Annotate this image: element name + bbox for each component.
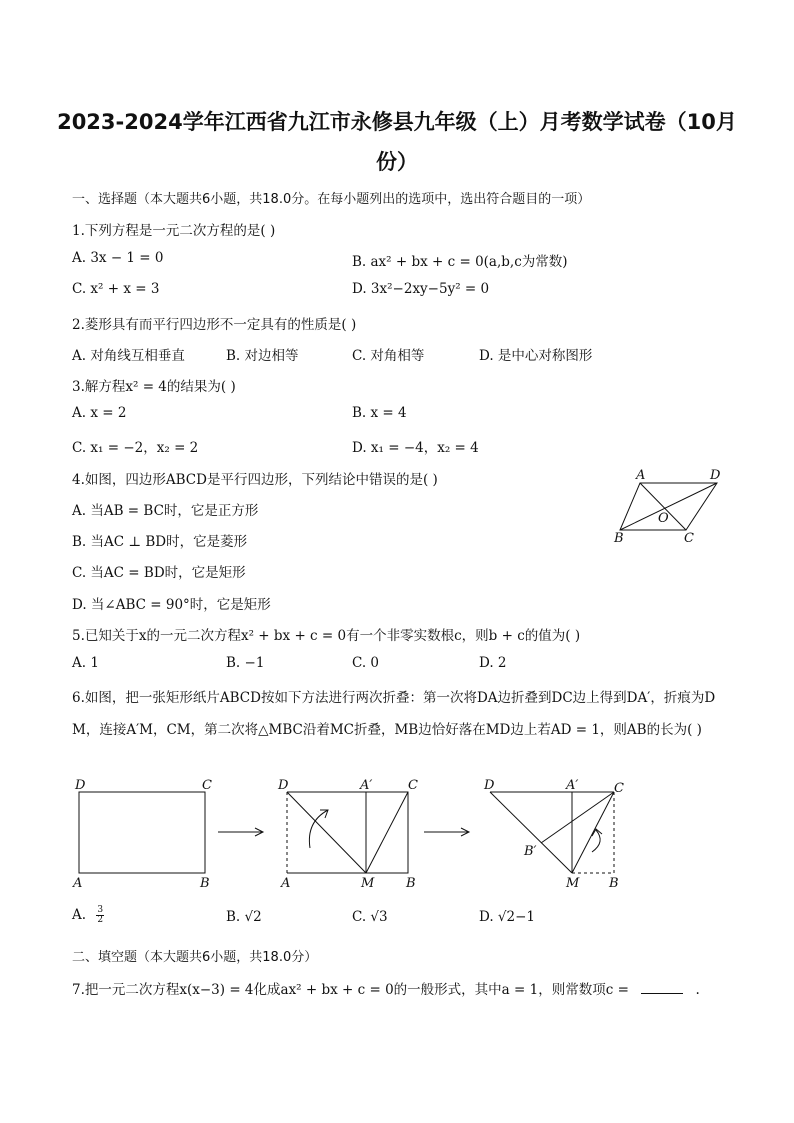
page-title-continued: 份） [376, 150, 418, 174]
q6-option-a-prefix: A. [72, 907, 87, 923]
fig2-label-b: B [406, 876, 416, 891]
question-6-stem-line2: M，连接A′M，CM，第二次将△MBC沿着MC折叠，MB边恰好落在MD边上若AD = 1，则AB的长为( ) [72, 722, 702, 738]
section-heading-choice: 一、选择题（本大题共6小题，共18.0分。在每小题列出的选项中，选出符合题目的一项） [72, 192, 591, 207]
q3-option-a[interactable]: A. x = 2 [72, 405, 127, 421]
question-5-stem: 5.已知关于x的一元二次方程x² + bx + c = 0有一个非零实数根c，则b + c的值为( ) [72, 628, 581, 644]
q6-option-b[interactable]: B. √2 [226, 909, 262, 925]
q3-option-d[interactable]: D. x₁ = −4，x₂ = 4 [352, 440, 479, 456]
fig1-label-a: A [73, 876, 83, 891]
q5-option-d[interactable]: D. 2 [479, 655, 507, 671]
vertex-label-b: B [614, 531, 624, 546]
q4-option-c[interactable]: C. 当AC = BD时，它是矩形 [72, 565, 246, 581]
q2-option-d[interactable]: D. 是中心对称图形 [479, 348, 593, 364]
answer-blank[interactable] [641, 981, 683, 994]
folding-diagram [66, 772, 636, 896]
fig2-label-c: C [408, 778, 418, 793]
q6-option-a[interactable] [72, 906, 104, 925]
q2-option-b[interactable]: B. 对边相等 [226, 348, 299, 364]
fig3-label-d: D [484, 778, 495, 793]
question-7 [72, 978, 700, 998]
fig1-label-c: C [202, 778, 212, 793]
q3-option-c[interactable]: C. x₁ = −2，x₂ = 2 [72, 440, 199, 456]
question-1-stem: 1.下列方程是一元二次方程的是( ) [72, 223, 276, 239]
fig2-fold-arrow [309, 810, 328, 848]
fraction-numerator: 3 [97, 905, 104, 915]
q5-option-a[interactable]: A. 1 [72, 655, 99, 671]
question-4-stem: 4.如图，四边形ABCD是平行四边形，下列结论中错误的是( ) [72, 472, 438, 488]
fig3-line-cb1 [541, 792, 614, 843]
vertex-label-c: C [684, 531, 694, 546]
q1-option-a[interactable]: A. 3x − 1 = 0 [72, 250, 164, 266]
fig1-label-d: D [75, 778, 86, 793]
question-7-stem: 7.把一元二次方程x(x−3) = 4化成ax² + bx + c = 0的一般形式，其中a = 1，则常数项c = [72, 982, 629, 998]
q1-option-c[interactable]: C. x² + x = 3 [72, 281, 160, 297]
vertex-label-a: A [636, 468, 646, 483]
q6-option-d[interactable]: D. √2−1 [479, 909, 536, 925]
q5-option-b[interactable]: B. −1 [226, 655, 265, 671]
fig3-label-m: M [566, 876, 580, 891]
fig3-label-c: C [614, 781, 624, 796]
q2-option-a[interactable]: A. 对角线互相垂直 [72, 348, 185, 364]
q6-option-c[interactable]: C. √3 [352, 909, 388, 925]
vertex-label-d: D [710, 468, 721, 483]
fig3-label-b: B [609, 876, 619, 891]
q5-option-c[interactable]: C. 0 [352, 655, 380, 671]
q4-option-a[interactable]: A. 当AB = BC时，它是正方形 [72, 503, 259, 519]
q1-option-d[interactable]: D. 3x²−2xy−5y² = 0 [352, 281, 490, 297]
fig2-label-d: D [278, 778, 289, 793]
section-heading-fill: 二、填空题（本大题共6小题，共18.0分） [72, 950, 318, 965]
fig2-label-a: A [281, 876, 291, 891]
q3-option-b[interactable]: B. x = 4 [352, 405, 407, 421]
q6-option-a-fraction [96, 906, 104, 925]
fraction-denominator: 2 [97, 915, 104, 925]
fig2-label-m: M [361, 876, 375, 891]
fig3-line-cm [572, 792, 614, 873]
fig2-outline [287, 792, 408, 873]
fig2-crease-dm [287, 792, 366, 873]
question-2-stem: 2.菱形具有而平行四边形不一定具有的性质是( ) [72, 317, 357, 333]
fig1-label-b: B [200, 876, 210, 891]
center-label-o: O [658, 511, 669, 526]
question-3-stem: 3.解方程x² = 4的结果为( ) [72, 379, 236, 395]
q4-option-b[interactable]: B. 当AC ⊥ BD时，它是菱形 [72, 534, 248, 550]
q2-option-c[interactable]: C. 对角相等 [352, 348, 425, 364]
parallelogram-figure [606, 464, 732, 550]
fig3-label-a-prime: A′ [566, 778, 579, 793]
fig3-fold-arrowhead [592, 829, 602, 836]
rectangle-abcd [79, 792, 205, 873]
question-7-end: . [695, 982, 700, 998]
q4-option-d[interactable]: D. 当∠ABC = 90°时，它是矩形 [72, 597, 271, 613]
fig3-label-b-prime: B′ [524, 844, 537, 859]
page-title: 2023-2024学年江西省九江市永修县九年级（上）月考数学试卷（10月 [57, 110, 737, 134]
question-6-stem-line1: 6.如图，把一张矩形纸片ABCD按如下方法进行两次折叠：第一次将DA边折叠到DC边上得到DA′，折痕为D [72, 690, 716, 706]
fig3-line-dm [490, 792, 572, 873]
q1-option-b[interactable]: B. ax² + bx + c = 0(a,b,c为常数) [352, 254, 568, 270]
fig2-label-a-prime: A′ [360, 778, 373, 793]
fig2-line-cm [366, 792, 408, 873]
